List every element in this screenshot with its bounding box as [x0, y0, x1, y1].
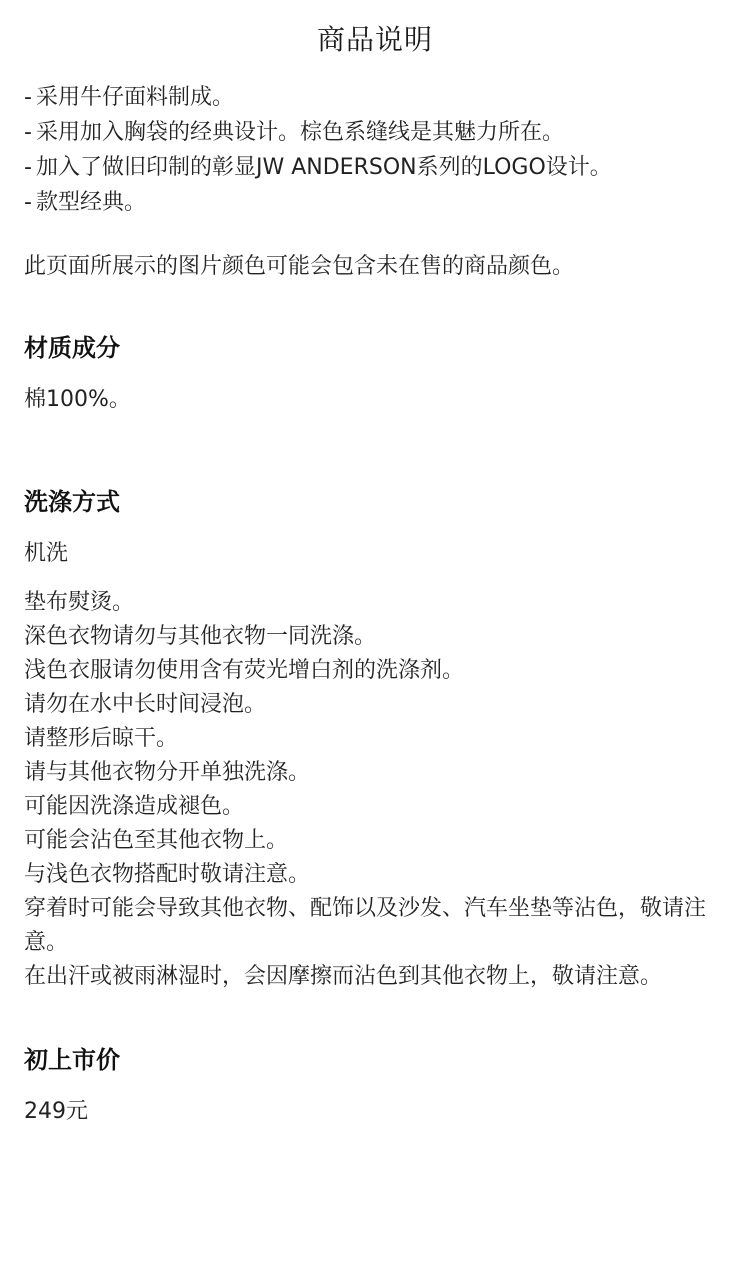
feature-item: [24, 185, 726, 220]
feature-text: 采用牛仔面料制成。: [36, 85, 235, 110]
feature-item: [24, 150, 726, 185]
washing-instructions: [24, 586, 726, 994]
washing-instruction: 深色衣物请勿与其他衣物一同洗涤。: [24, 624, 377, 649]
page-title: 商品说明: [316, 23, 433, 56]
washing-instruction: 与浅色衣物搭配时敬请注意。: [24, 862, 311, 887]
price-section-title: 初上市价: [24, 1046, 120, 1074]
price-value: 249元: [24, 1099, 88, 1124]
washing-instruction: 可能因洗涤造成褪色。: [24, 794, 245, 819]
washing-instruction: 穿着时可能会导致其他衣物、配饰以及沙发、汽车坐垫等沾色，敬请注意。: [24, 896, 707, 955]
feature-item: [24, 115, 726, 150]
feature-text: 加入了做旧印制的彰显JW ANDERSON系列的LOGO设计。: [36, 155, 612, 180]
color-disclaimer: 此页面所展示的图片颜色可能会包含未在售的商品颜色。: [24, 254, 575, 279]
feature-list: [24, 80, 726, 220]
feature-text: 款型经典。: [36, 190, 147, 215]
bullet-dash: -: [24, 190, 32, 215]
bullet-dash: -: [24, 85, 32, 110]
washing-instruction: 浅色衣服请勿使用含有荧光增白剂的洗涤剂。: [24, 658, 465, 683]
washing-instruction: 可能会沾色至其他衣物上。: [24, 828, 289, 853]
feature-text: 采用加入胸袋的经典设计。棕色系缝线是其魅力所在。: [36, 120, 565, 145]
washing-instruction: 请勿在水中长时间浸泡。: [24, 692, 267, 717]
material-value: 棉100%。: [24, 387, 131, 412]
washing-method: 机洗: [24, 541, 69, 566]
washing-instruction: 请整形后晾干。: [24, 726, 179, 751]
washing-instruction: 请与其他衣物分开单独洗涤。: [24, 760, 311, 785]
washing-section-title: 洗涤方式: [24, 488, 120, 516]
washing-instruction: 在出汗或被雨淋湿时，会因摩擦而沾色到其他衣物上，敬请注意。: [24, 964, 663, 989]
bullet-dash: -: [24, 120, 32, 145]
material-section-title: 材质成分: [24, 334, 120, 362]
feature-item: [24, 80, 726, 115]
bullet-dash: -: [24, 155, 32, 180]
washing-instruction: 垫布熨烫。: [24, 590, 135, 615]
